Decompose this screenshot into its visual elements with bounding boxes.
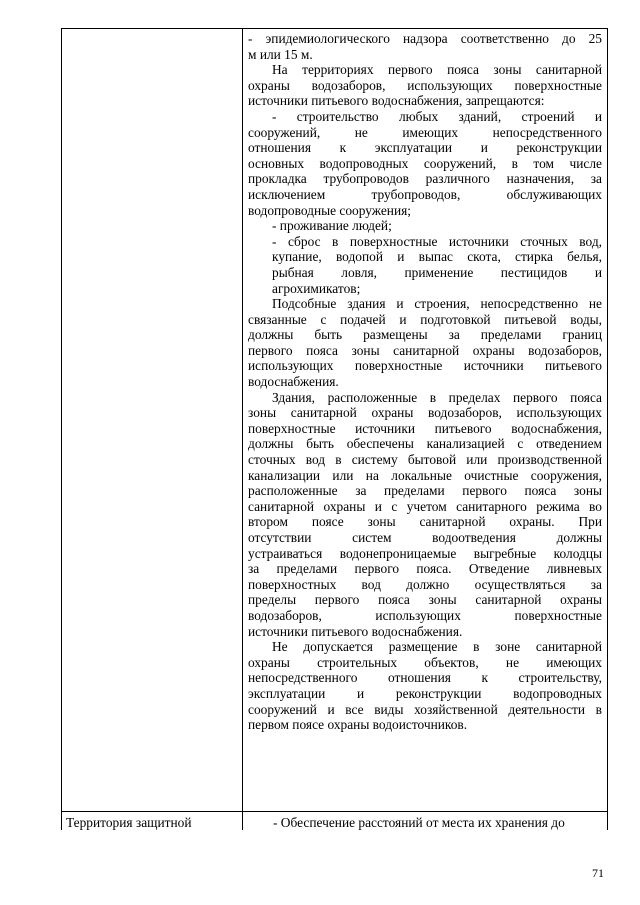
text-line: втором поясе зоны санитарной охраны. При [248, 514, 602, 530]
text-line: устраиваться водонепроницаемые выгребные колодцы [248, 545, 602, 561]
text-line: сточных вод в систему бытовой или производственной [248, 452, 602, 468]
text-line: сооружений, не имеющих непосредственного [248, 124, 602, 140]
text-line: водоснабжения. [248, 374, 339, 390]
table-border-left [61, 28, 62, 830]
text-line: поверхностные источники питьевого водоснабжения, [248, 420, 602, 436]
column-separator [242, 28, 243, 830]
text-line: первого пояса зоны санитарной охраны водозаборов, [248, 342, 602, 358]
text-line: сооружений и все виды хозяйственной деятельности в [248, 701, 602, 717]
text-line: - проживание людей; [272, 218, 392, 234]
text-line: источники питьевого водоснабжения. [248, 623, 463, 639]
text-line: охраны строительных объектов, не имеющих [248, 654, 602, 670]
table-cell-territory-label: Территория защитной [66, 815, 192, 830]
text-line: использующих поверхностные источники питьевого [248, 358, 602, 374]
text-line: охраны водозаборов, использующих поверхностные [248, 77, 602, 93]
text-line: источники питьевого водоснабжения, запрещаются: [248, 93, 545, 109]
text-line: основных водопроводных сооружений, в том числе [248, 155, 602, 171]
text-line: отношения к эксплуатации и реконструкции [248, 140, 602, 156]
text-line: водозаборов, использующих поверхностные [248, 607, 602, 623]
table-cell-next-requirement: - Обеспечение расстояний от места их хранения до [273, 815, 565, 830]
table-border-top [61, 28, 608, 29]
table-border-right [607, 28, 608, 830]
text-line: связанные с подачей и подготовкой питьевой воды, [248, 311, 602, 327]
text-line: расположенные за пределами первого пояса зоны [248, 483, 602, 499]
page-number: 71 [592, 866, 604, 880]
text-line: - сброс в поверхностные источники сточных вод, [272, 233, 602, 249]
table-cell-requirements [248, 31, 602, 733]
text-line: рыбная ловля, применение пестицидов и [272, 264, 602, 280]
text-line: Не допускается размещение в зоне санитарной [272, 639, 602, 655]
text-line: санитарной охраны и с учетом санитарного режима во [248, 498, 602, 514]
text-line: за пределами первого пояса. Отведение ливневых [248, 561, 602, 577]
text-line: м или 15 м. [248, 46, 313, 62]
text-line: отсутствии систем водоотведения должны [248, 530, 602, 545]
row-separator [61, 811, 608, 812]
text-line: исключением трубопроводов, обслуживающих [248, 186, 602, 202]
text-line: Подсобные здания и строения, непосредственно не [272, 296, 602, 312]
text-line: непосредственного отношения к строительству, [248, 670, 602, 686]
text-line: пределы первого пояса зоны санитарной охраны [248, 592, 602, 608]
text-line: первом поясе охраны водоисточников. [248, 717, 468, 733]
text-line: поверхностных вод должно осуществляться за [248, 576, 602, 592]
text-line: - эпидемиологического надзора соответственно до 25 [248, 31, 602, 46]
text-line: - строительство любых зданий, строений и [272, 108, 602, 124]
text-line: агрохимикатов; [272, 280, 361, 296]
text-line: должны быть обеспечены канализацией с отведением [248, 436, 602, 452]
text-line: зоны санитарной охраны водозаборов, использующих [248, 405, 602, 421]
text-line: прокладка трубопроводов различного назначения, за [248, 171, 602, 187]
text-line: канализации или на локальные очистные сооружения, [248, 467, 602, 483]
text-line: водопроводные сооружения; [248, 202, 412, 218]
text-line: эксплуатации и реконструкции водопроводных [248, 685, 602, 701]
text-line: Здания, расположенные в пределах первого пояса [272, 389, 602, 405]
text-line: На территориях первого пояса зоны санитарной [272, 62, 602, 78]
text-line: должны быть размещены за пределами границ [248, 327, 602, 343]
text-line: купание, водопой и выпас скота, стирка белья, [272, 249, 602, 265]
